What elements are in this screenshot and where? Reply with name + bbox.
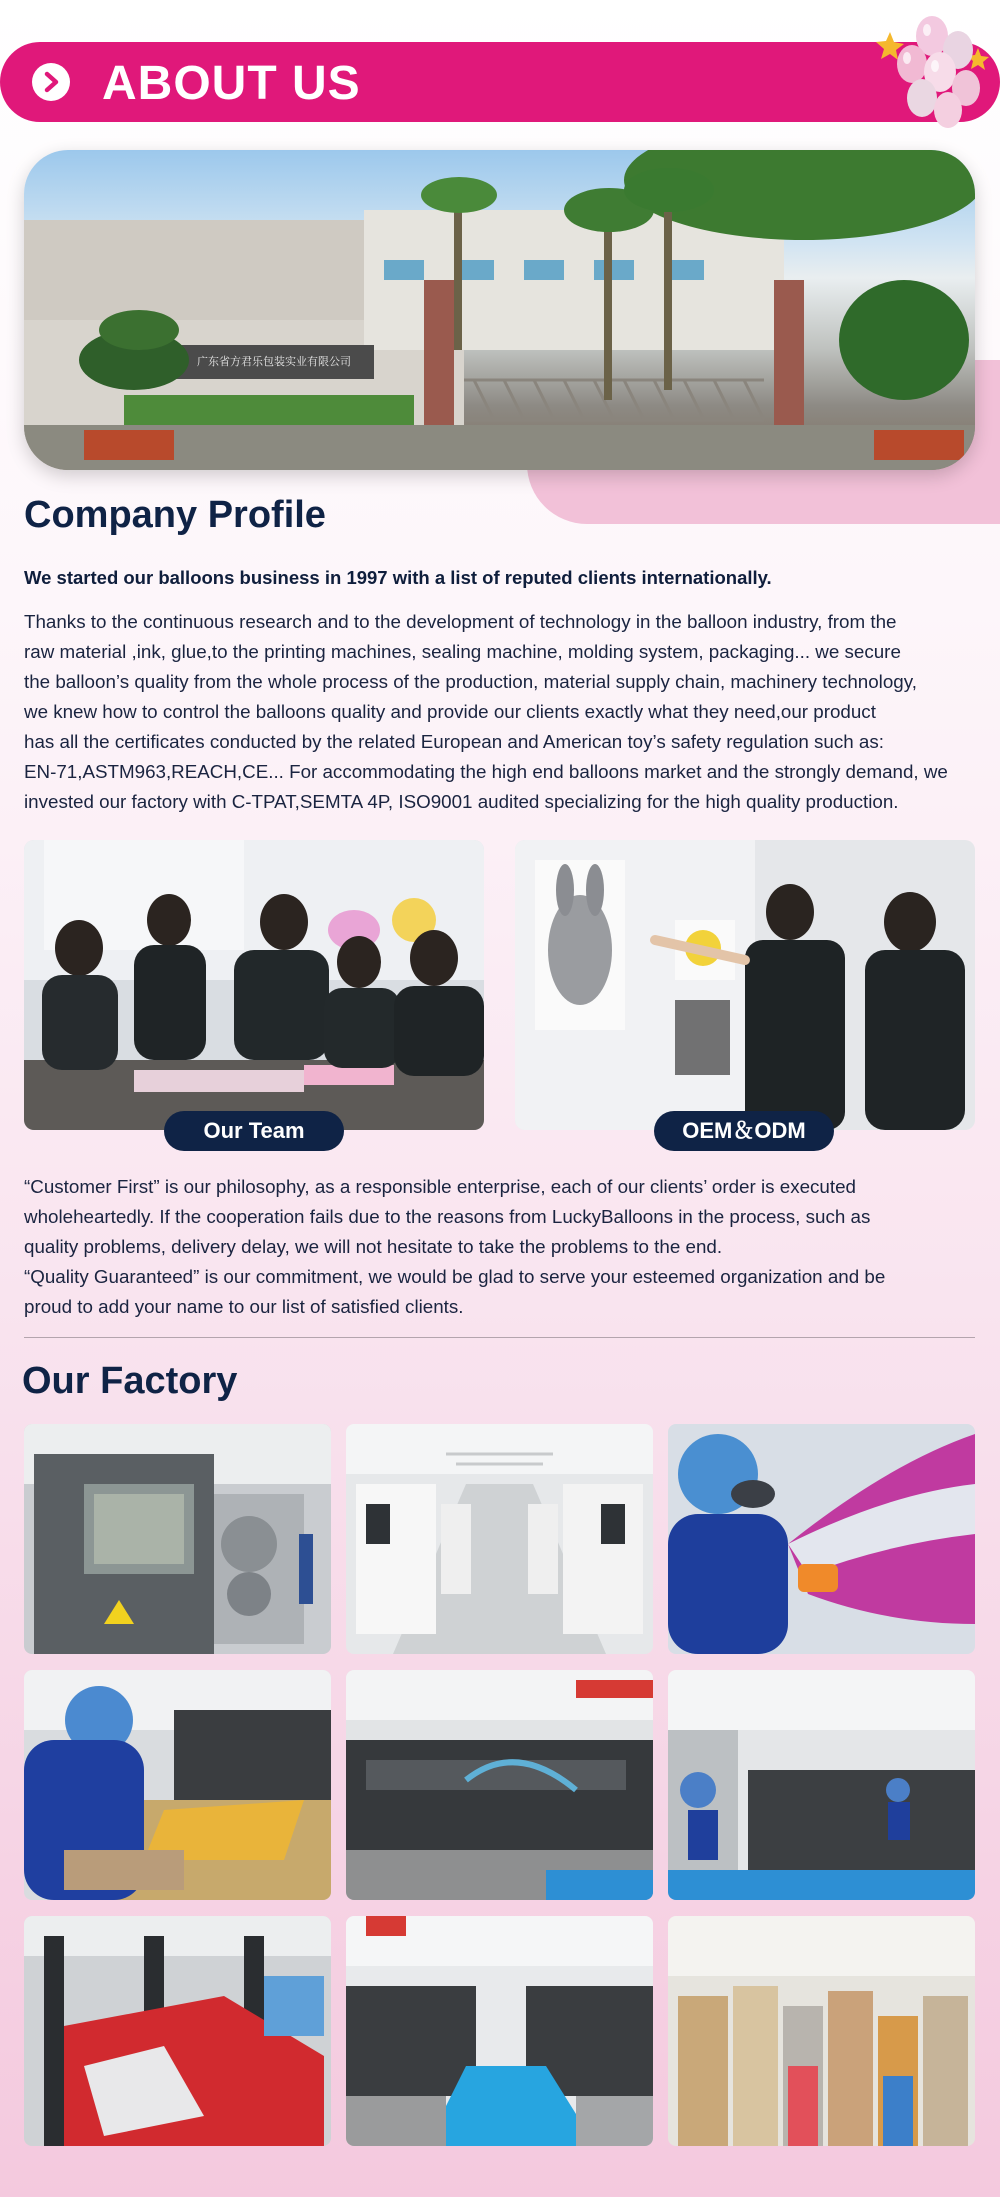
film-inspection-photo — [668, 1424, 975, 1654]
philosophy-line: “Customer First” is our philosophy, as a responsible enterprise, each of our clients’ order is executed — [24, 1176, 856, 1197]
company-profile-heading: Company Profile — [24, 494, 326, 536]
profile-lead: We started our balloons business in 1997 with a list of reputed clients internationally. — [24, 567, 772, 588]
factory-gate-photo — [24, 150, 975, 470]
profile-line: raw material ,ink, glue,to the printing machines, sealing machine, molding system, packaging... we secure — [24, 641, 901, 662]
profile-line: has all the certificates conducted by the related European and American toy’s safety regulation such as: — [24, 731, 884, 752]
balloons-icon — [850, 6, 1000, 142]
production-line-photo — [346, 1670, 653, 1900]
philosophy-line: “Quality Guaranteed” is our commitment, we would be glad to serve your esteemed organization and be — [24, 1266, 886, 1287]
material-rolls-photo — [668, 1916, 975, 2146]
oem-odm-label: OEM＆ODM — [654, 1111, 834, 1151]
profile-paragraph — [24, 607, 979, 817]
printing-machine-photo — [24, 1424, 331, 1654]
slitting-machine-photo — [24, 1916, 331, 2146]
our-team-label: Our Team — [164, 1111, 344, 1151]
philosophy-line: wholeheartedly. If the cooperation fails due to the reasons from LuckyBalloons in the process, such as — [24, 1206, 871, 1227]
oem-odm-photo — [515, 840, 975, 1130]
profile-line: the balloon’s quality from the whole process of the production, material supply chain, machinery technology, — [24, 671, 917, 692]
profile-line: EN-71,ASTM963,REACH,CE... For accommodating the high end balloons market and the strongly demand, we — [24, 761, 948, 782]
team-photo — [24, 840, 484, 1130]
workshop-aisle-photo — [346, 1424, 653, 1654]
philosophy-line: quality problems, delivery delay, we will not hesitate to take the problems to the end. — [24, 1236, 723, 1257]
hero-sign-text: 广东省方君乐包装实业有限公司 — [197, 355, 351, 368]
philosophy-paragraph — [24, 1172, 979, 1322]
chevron-right-icon — [32, 63, 70, 101]
profile-line: we knew how to control the balloons quality and provide our clients exactly what they need,our product — [24, 701, 876, 722]
profile-line: Thanks to the continuous research and to the development of technology in the balloon industry, from the — [24, 611, 897, 632]
sealing-machine-photo — [668, 1670, 975, 1900]
foil-cutting-photo — [24, 1670, 331, 1900]
page-title: ABOUT US — [102, 57, 361, 110]
blue-floor-workshop-photo — [346, 1916, 653, 2146]
profile-line: invested our factory with C-TPAT,SEMTA 4P, ISO9001 audited specializing for the high quality production. — [24, 791, 899, 812]
philosophy-line: proud to add your name to our list of satisfied clients. — [24, 1296, 464, 1317]
our-factory-heading: Our Factory — [22, 1360, 238, 1402]
section-divider — [24, 1337, 975, 1338]
